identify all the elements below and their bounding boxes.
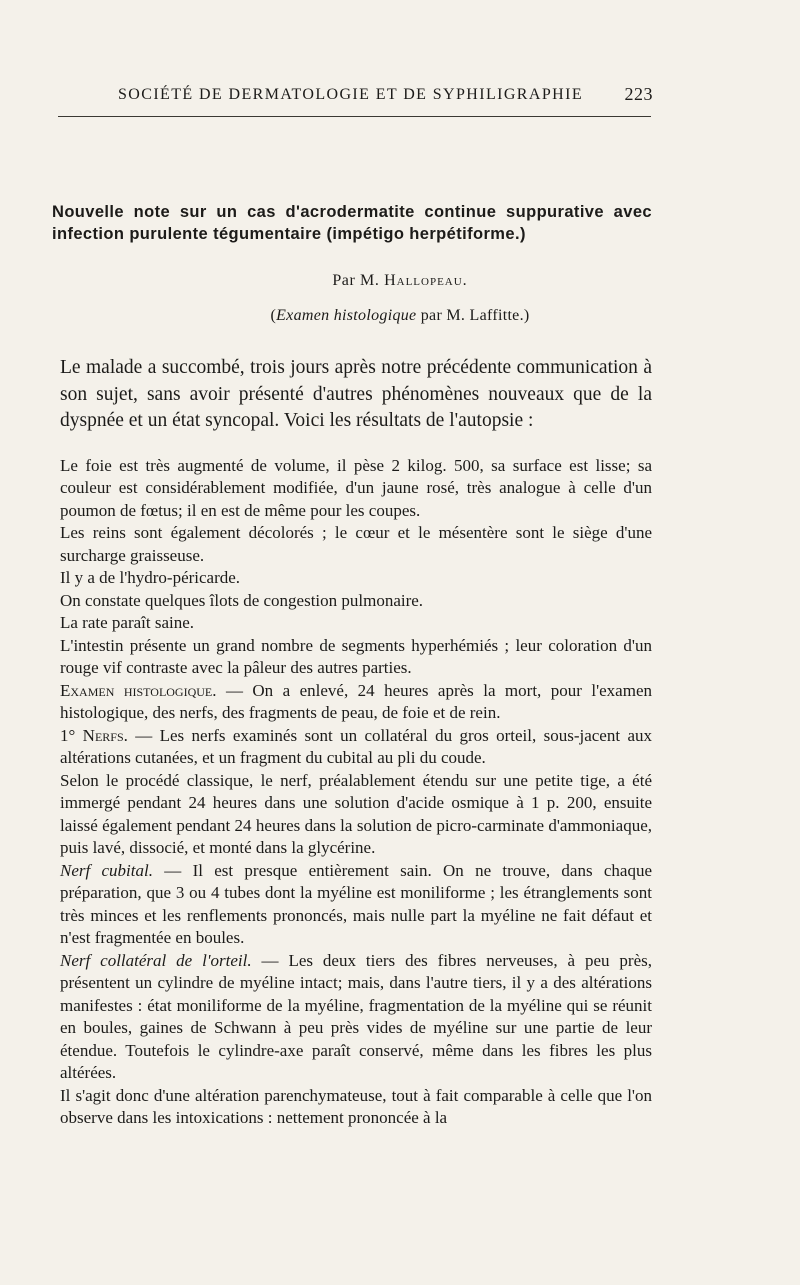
paragraph-procede: Selon le procédé classique, le nerf, préalablement étendu sur une petite tige, a été immergé pendant 24 heures dans une solution d'acide osmique à 1 p. 200, ensuite laissé également pendant 24 heures dans la solution de picro-carminate d'ammoniaque, puis lavé, dissocié, et monté dans la glycérine. xyxy=(60,770,652,857)
paragraph-nerf-cubital xyxy=(60,860,652,950)
paragraph-reins: Les reins sont également décolorés ; le cœur et le mésentère sont le siège d'une surcharge graisseuse. xyxy=(60,523,652,565)
exam-credit-line xyxy=(0,307,800,325)
author-line xyxy=(0,272,800,290)
running-head-title: SOCIÉTÉ DE DERMATOLOGIE ET DE SYPHILIGRAPHIE xyxy=(118,86,583,103)
exam-rest: par M. Laffitte.) xyxy=(416,307,530,324)
header-rule xyxy=(58,116,651,117)
article-title: Nouvelle note sur un cas d'acrodermatite continue suppurative avec infection purulente tégumentaire (impétigo herpétiforme.) xyxy=(52,203,652,243)
page-number: 223 xyxy=(624,84,653,104)
paragraph-nerf-collateral-text: — Les deux tiers des fibres nerveuses, à peu près, présentent un cylindre de myéline intact; mais, dans l'autre tiers, il y a des altérations manifestes : état moniliforme de la myéline, fragmentation de la myéline qui se réunit en boules, gaines de Schwann à peu près vides de myéline sur une partie de leur étendue. Toutefois le cylindre-axe paraît conservé, même dans les fibres les plus altérées. xyxy=(60,950,653,1082)
paragraph-examen xyxy=(60,680,652,725)
paragraph-intestin: L'intestin présente un grand nombre de segments hyperhémiés ; leur coloration d'un rouge vif contraste avec la pâleur des autres parties. xyxy=(60,635,652,677)
paragraph-congestion: On constate quelques îlots de congestion pulmonaire. xyxy=(60,590,424,610)
article-body xyxy=(60,355,652,1130)
paragraph-nerf-cubital-text: — Il est presque entièrement sain. On ne trouve, dans chaque préparation, que 3 ou 4 tubes dont la myéline est moniliforme ; les étranglements sont très minces et les renflements prononcés, mais nulle part la myéline ne fait défaut et n'est fragmentée en boules. xyxy=(60,860,652,947)
exam-open: ( xyxy=(270,307,277,324)
paragraph-rate: La rate paraît saine. xyxy=(60,613,195,632)
label-nerf-collateral: Nerf collatéral de l'orteil. xyxy=(60,950,252,970)
author-name: Hallopeau. xyxy=(384,272,468,289)
section-label-examen: Examen histologique. xyxy=(60,680,217,700)
paragraph-examen-text: — On a enlevé, 24 heures après la mort, pour l'examen histologique, des nerfs, des fragments de peau, de foie et de rein. xyxy=(60,680,652,722)
paragraph-pericarde: Il y a de l'hydro-péricarde. xyxy=(60,568,241,587)
paragraph-nerfs-text: — Les nerfs examinés sont un collatéral du gros orteil, sous-jacent aux altérations cutanées, et un fragment du cubital au pli du coude. xyxy=(60,725,652,767)
paragraph-foie: Le foie est très augmenté de volume, il pèse 2 kilog. 500, sa surface est lisse; sa couleur est considérablement modifiée, d'un jaune rosé, très analogue à celle d'un poumon de fœtus; il en est de même pour les coupes. xyxy=(60,455,652,520)
section-number: 1° xyxy=(60,725,83,745)
paragraph-nerfs xyxy=(60,725,652,770)
exam-italic: Examen histologique xyxy=(276,307,417,324)
section-label-nerfs: Nerfs. xyxy=(82,725,128,745)
label-nerf-cubital: Nerf cubital. xyxy=(60,860,153,880)
paragraph-conclusion: Il s'agit donc d'une altération parenchymateuse, tout à fait comparable à celle que l'on observe dans les intoxications : nettement prononcée à la xyxy=(60,1085,652,1127)
author-prefix: Par M. xyxy=(332,272,385,289)
paragraph-nerf-collateral xyxy=(60,950,652,1085)
paragraph-intro: Le malade a succombé, trois jours après notre précédente communication à son sujet, sans avoir présenté d'autres phénomènes nouveaux que de la dyspnée et un état syncopal. Voici les résultats de l'autopsie : xyxy=(60,357,652,431)
